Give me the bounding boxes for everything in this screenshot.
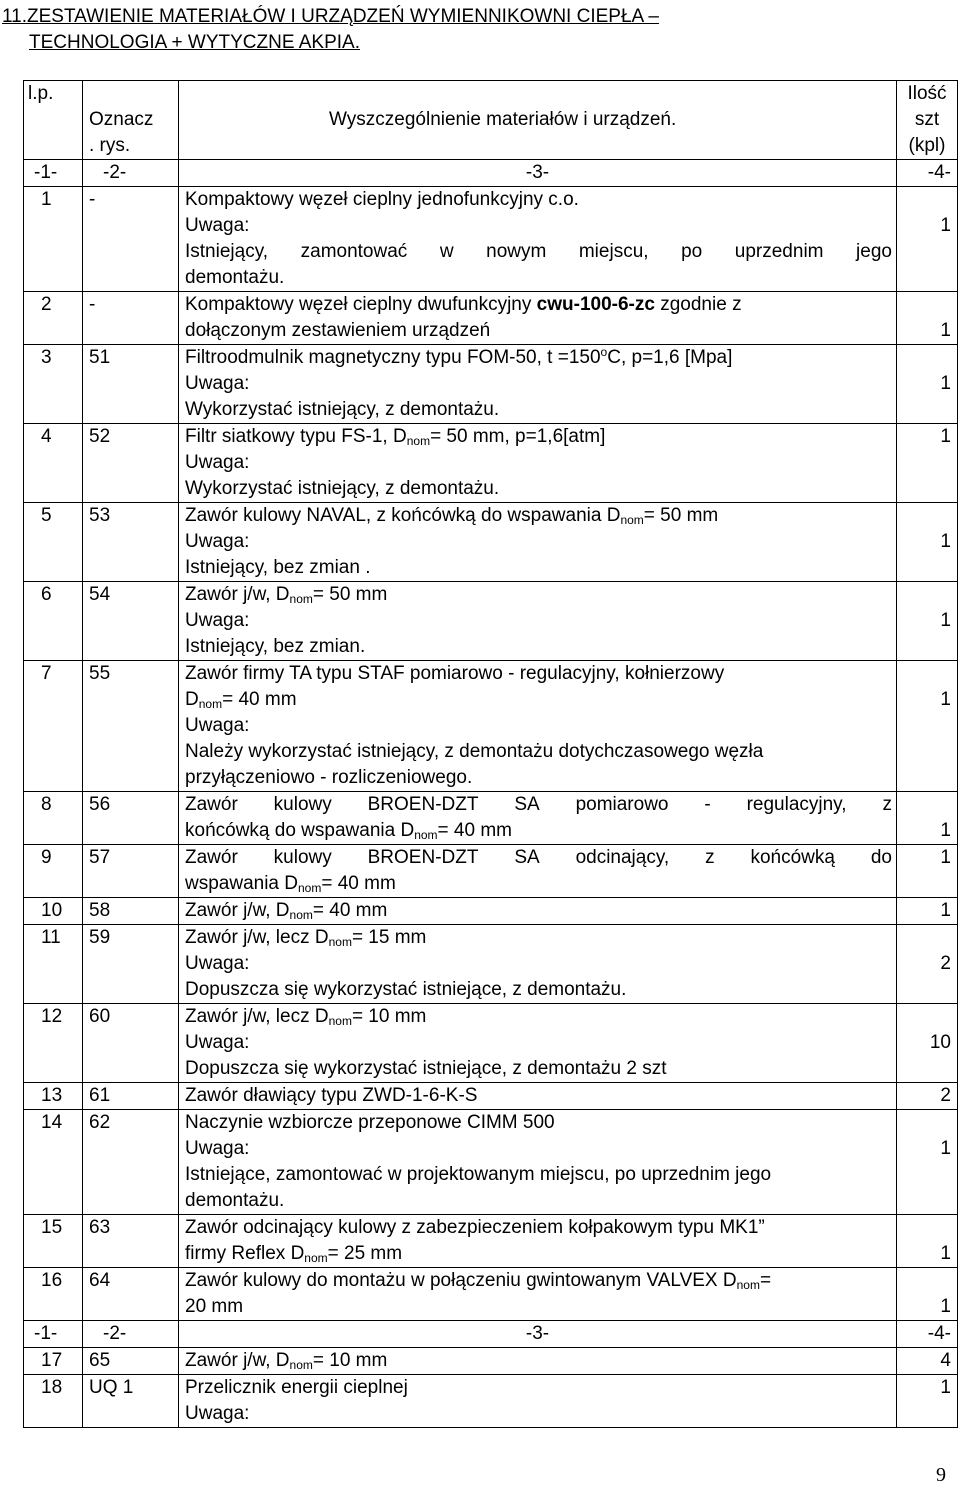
word: Istniejący, bbox=[185, 241, 269, 262]
item-description: Filtr siatkowy typu FS-1, $D_{nom}= 50$ mm, p=1,6[atm] Uwaga: Wykorzystać istniejący, z demontażu. bbox=[179, 424, 897, 503]
column-number-row: -1- -2- -3- -4- bbox=[24, 160, 958, 187]
heading-line-1: 11.ZESTAWIENIE MATERIAŁÓW I URZĄDZEŃ WYMIENNIKOWNI CIEPŁA – bbox=[2, 6, 659, 27]
word: BROEN-DZT bbox=[367, 847, 479, 868]
column-number-row: -1- -2- -3- -4- bbox=[24, 1321, 958, 1348]
item-description: Kompaktowy węzeł cieplny jednofunkcyjny c.o. Uwaga: Istniejący, zamontować w nowym miejscu, po uprzednim jego demontażu. bbox=[179, 187, 897, 292]
table-row: 2 - Kompaktowy węzeł cieplny dwufunkcyjny cwu-100-6-zc zgodnie z dołączonym zestawieniem urządzeń 1 bbox=[24, 292, 958, 345]
heading-line-2: TECHNOLOGIA + WYTYCZNE AKPIA. bbox=[29, 32, 360, 53]
document-heading bbox=[2, 4, 932, 56]
table-row: 11 59 Zawór j/w, lecz $D_{nom}= 15$ mm Uwaga: Dopuszcza się wykorzystać istniejące, z demontażu. 2 bbox=[24, 925, 958, 1004]
word: jego bbox=[856, 241, 892, 262]
item-description: Filtroodmulnik magnetyczny typu FOM-50, $t =150^oC$, p=1,6 [Mpa] Uwaga: Wykorzystać istniejący, z demontażu. bbox=[179, 345, 897, 424]
word: SA bbox=[514, 847, 540, 868]
table-row: 9 57 Zawór kulowy BROEN-DZT SA odcinający, z końcówką do wspawania $D_{nom}= 40$ mm 1 bbox=[24, 845, 958, 898]
word: regulacyjny, bbox=[746, 794, 847, 815]
word: SA bbox=[514, 794, 540, 815]
item-description: Zawór kulowy do montażu w połączeniu gwintowanym VALVEX $D_{nom}=$ 20 mm bbox=[179, 1268, 897, 1321]
word: kulowy bbox=[273, 847, 332, 868]
page-number: 9 bbox=[936, 1464, 946, 1486]
word: odcinający, bbox=[575, 847, 670, 868]
item-description: Zawór firmy TA typu STAF pomiarowo - regulacyjny, kołnierzowy $D_{nom}= 40$ mm Uwaga: Należy wykorzystać istniejący, z demontażu dotychczasowego węzła przyłączeniowo - rozliczeniowego. bbox=[179, 661, 897, 792]
word: kulowy bbox=[273, 794, 332, 815]
item-description: Zawór kulowy BROEN-DZT SA odcinający, z końcówką do wspawania $D_{nom}= 40$ mm bbox=[179, 845, 897, 898]
item-description: Zawór j/w, $D_{nom}= 40$ mm bbox=[179, 898, 897, 925]
word: zamontować bbox=[300, 241, 408, 262]
item-description: Zawór odcinający kulowy z zabezpieczeniem kołpakowym typu MK1” firmy Reflex $D_{nom}= 25$ mm bbox=[179, 1215, 897, 1268]
word: - bbox=[704, 794, 711, 815]
table-row: 8 56 Zawór kulowy BROEN-DZT SA pomiarowo - regulacyjny, z końcówką do wspawania $D_{nom}= 40$ mm 1 bbox=[24, 792, 958, 845]
word: nowym bbox=[486, 241, 547, 262]
word: pomiarowo bbox=[575, 794, 669, 815]
item-description: Zawór j/w, lecz $D_{nom}= 15$ mm Uwaga: Dopuszcza się wykorzystać istniejące, z demontażu. bbox=[179, 925, 897, 1004]
table-row: 12 60 Zawór j/w, lecz $D_{nom}= 10$ mm Uwaga: Dopuszcza się wykorzystać istniejące, z demontażu 2 szt 10 bbox=[24, 1004, 958, 1083]
justified-line bbox=[185, 845, 892, 871]
header-oznacz: Oznacz . rys. bbox=[83, 81, 179, 160]
word: do bbox=[870, 847, 892, 868]
item-description: Zawór kulowy BROEN-DZT SA pomiarowo - regulacyjny, z końcówką do wspawania $D_{nom}= 40$ mm bbox=[179, 792, 897, 845]
word: Zawór bbox=[185, 794, 238, 815]
header-description: Wyszczególnienie materiałów i urządzeń. bbox=[179, 81, 897, 160]
table-row: 3 51 Filtroodmulnik magnetyczny typu FOM-50, $t =150^oC$, p=1,6 [Mpa] Uwaga: Wykorzystać istniejący, z demontażu. 1 bbox=[24, 345, 958, 424]
item-description: Kompaktowy węzeł cieplny dwufunkcyjny cwu-100-6-zc zgodnie z dołączonym zestawieniem urządzeń bbox=[179, 292, 897, 345]
table-row: 4 52 Filtr siatkowy typu FS-1, $D_{nom}= 50$ mm, p=1,6[atm] Uwaga: Wykorzystać istniejący, z demontażu. 1 bbox=[24, 424, 958, 503]
table-row: 6 54 Zawór j/w, $D_{nom}= 50$ mm Uwaga: Istniejący, bez zmian. 1 bbox=[24, 582, 958, 661]
table-row: 15 63 Zawór odcinający kulowy z zabezpieczeniem kołpakowym typu MK1” firmy Reflex $D_{nom}= 25$ mm 1 bbox=[24, 1215, 958, 1268]
justified-line bbox=[185, 239, 892, 265]
word: BROEN-DZT bbox=[367, 794, 479, 815]
word: po bbox=[681, 241, 703, 262]
word: z bbox=[705, 847, 715, 868]
table-row: 10 58 Zawór j/w, $D_{nom}= 40$ mm 1 bbox=[24, 898, 958, 925]
item-description: Naczynie wzbiorcze przeponowe CIMM 500 Uwaga: Istniejące, zamontować w projektowanym miejscu, po uprzednim jego demontażu. bbox=[179, 1110, 897, 1215]
header-quantity: Ilość szt (kpl) bbox=[897, 81, 958, 160]
item-description: Zawór j/w, $D_{nom}= 10$ mm bbox=[179, 1348, 897, 1375]
item-description: Zawór j/w, lecz $D_{nom}= 10$ mm Uwaga: Dopuszcza się wykorzystać istniejące, z demontażu 2 szt bbox=[179, 1004, 897, 1083]
item-description: Zawór dławiący typu ZWD-1-6-K-S bbox=[179, 1083, 897, 1110]
materials-table bbox=[23, 80, 958, 1428]
word: z bbox=[882, 794, 892, 815]
item-description: Zawór j/w, $D_{nom}= 50$ mm Uwaga: Istniejący, bez zmian. bbox=[179, 582, 897, 661]
table-row: 14 62 Naczynie wzbiorcze przeponowe CIMM 500 Uwaga: Istniejące, zamontować w projektowanym miejscu, po uprzednim jego demontażu. 1 bbox=[24, 1110, 958, 1215]
item-description: Przelicznik energii cieplnej Uwaga: bbox=[179, 1375, 897, 1428]
table-row: 1 - Kompaktowy węzeł cieplny jednofunkcyjny c.o. Uwaga: Istniejący, zamontować w nowym miejscu, po uprzednim jego demontażu. 1 bbox=[24, 187, 958, 292]
table-row: 5 53 Zawór kulowy NAVAL, z końcówką do wspawania $D_{nom}= 50$ mm Uwaga: Istniejący, bez zmian . 1 bbox=[24, 503, 958, 582]
word: Zawór bbox=[185, 847, 238, 868]
table-row: 18 UQ 1 Przelicznik energii cieplnej Uwaga: 1 bbox=[24, 1375, 958, 1428]
word: w bbox=[439, 241, 454, 262]
table-row: 16 64 Zawór kulowy do montażu w połączeniu gwintowanym VALVEX $D_{nom}=$ 20 mm 1 bbox=[24, 1268, 958, 1321]
word: końcówką bbox=[750, 847, 835, 868]
word: miejscu, bbox=[578, 241, 649, 262]
table-row: 13 61 Zawór dławiący typu ZWD-1-6-K-S 2 bbox=[24, 1083, 958, 1110]
justified-line bbox=[185, 792, 892, 818]
item-description: Zawór kulowy NAVAL, z końcówką do wspawania $D_{nom}= 50$ mm Uwaga: Istniejący, bez zmian . bbox=[179, 503, 897, 582]
table-row: 17 65 Zawór j/w, $D_{nom}= 10$ mm 4 bbox=[24, 1348, 958, 1375]
table-row: 7 55 Zawór firmy TA typu STAF pomiarowo - regulacyjny, kołnierzowy $D_{nom}= 40$ mm Uwaga: Należy wykorzystać istniejący, z demontażu dotychczasowego węzła przyłączeniowo - rozliczeniowego. 1 bbox=[24, 661, 958, 792]
word: uprzednim bbox=[734, 241, 824, 262]
table-header-row bbox=[24, 81, 958, 160]
header-lp: l.p. bbox=[24, 81, 83, 160]
